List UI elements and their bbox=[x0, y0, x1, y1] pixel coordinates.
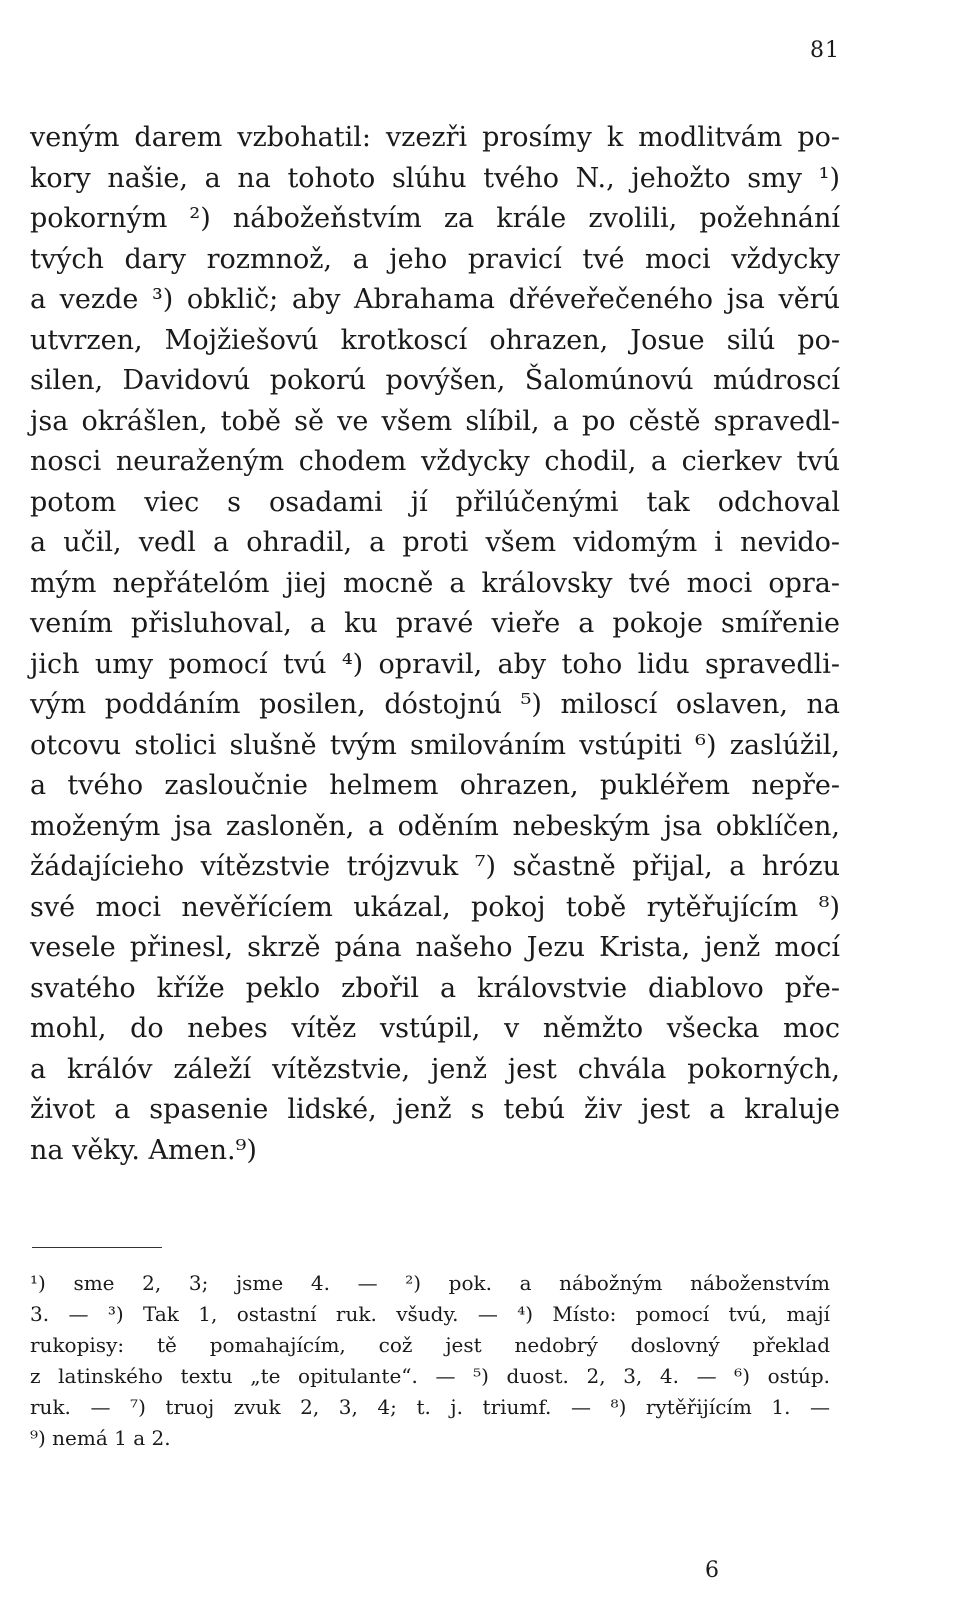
footnote-line: ruk. — ⁷) truoj zvuk 2, 3, 4; t. j. triumf. — ⁸) rytěřijícím 1. — bbox=[30, 1395, 830, 1419]
text-line: a vezde ³) obklič; aby Abrahama dřéveřečeného jsa věrú bbox=[30, 284, 840, 315]
text-line: kory našie, a na tohoto slúhu tvého N., jehožto smy ¹) bbox=[30, 162, 840, 194]
text-line: vým poddáním posilen, dóstojnú ⁵) miloscí oslaven, na bbox=[30, 689, 840, 720]
text-line: mohl, do nebes vítěz vstúpil, v němžto všecka moc bbox=[30, 1013, 840, 1044]
text-line: otcovu stolici slušně tvým smilováním vstúpiti ⁶) zaslúžil, bbox=[30, 729, 840, 761]
text-line: život a spasenie lidské, jenž s tebú živ jest a kraluje bbox=[30, 1094, 840, 1125]
text-line: vením přisluhoval, a ku pravé vieře a pokoje smířenie bbox=[30, 608, 840, 639]
footnote-line: ¹) sme 2, 3; jsme 4. — ²) pok. a nábožným náboženstvím bbox=[30, 1271, 830, 1295]
text-line: jsa okrášlen, tobě sě ve všem slíbil, a po cěstě spravedl- bbox=[30, 405, 840, 437]
signature-mark: 6 bbox=[705, 1558, 719, 1583]
text-line: jich umy pomocí tvú ⁴) opravil, aby toho lidu spravedli- bbox=[30, 648, 840, 680]
footnote-line: rukopisy: tě pomahajícím, což jest nedobrý doslovný překlad bbox=[30, 1333, 830, 1357]
text-line: silen, Davidovú pokorú povýšen, Šalomúnovú múdroscí bbox=[30, 365, 840, 396]
text-line: potom viec s osadami jí přilúčenými tak odchoval bbox=[30, 486, 840, 518]
text-line: veným darem vzbohatil: vzezři prosímy k modlitvám po- bbox=[30, 122, 840, 153]
text-line: žádajícieho vítězstvie trójzvuk ⁷) sčastně přijal, a hrózu bbox=[30, 851, 840, 882]
text-line: svatého kříže peklo zbořil a královstvie diablovo pře- bbox=[30, 972, 840, 1004]
page-number: 81 bbox=[810, 38, 840, 63]
text-line: utvrzen, Mojžiešovú krotkoscí ohrazen, Josue silú po- bbox=[30, 324, 840, 356]
text-line: a králóv záleží vítězstvie, jenž jest chvála pokorných, bbox=[30, 1053, 840, 1085]
text-line: pokorným ²) nábožeňstvím za krále zvolili, požehnání bbox=[30, 203, 840, 234]
text-line: nosci neuraženým chodem vždycky chodil, a cierkev tvú bbox=[30, 446, 840, 477]
text-line: tvých dary rozmnož, a jeho pravicí tvé moci vždycky bbox=[30, 243, 840, 275]
footnote-line: ⁹) nemá 1 a 2. bbox=[30, 1426, 171, 1450]
text-line: moženým jsa zasloněn, a oděním nebeským jsa obklíčen, bbox=[30, 810, 840, 842]
body-text bbox=[30, 118, 840, 1171]
text-line: své moci nevěřícíem ukázal, pokoj tobě rytěřujícím ⁸) bbox=[30, 891, 840, 923]
footnote-divider bbox=[32, 1247, 162, 1248]
text-line: mým nepřátelóm jiej mocně a královsky tvé moci opra- bbox=[30, 567, 840, 599]
footnotes bbox=[30, 1268, 830, 1454]
footnote-line: z latinského textu „te opitulante“. — ⁵) duost. 2, 3, 4. — ⁶) ostúp. bbox=[30, 1364, 830, 1388]
text-line: vesele přinesl, skrzě pána našeho Jezu Krista, jenž mocí bbox=[30, 932, 840, 963]
text-line: na věky. Amen.⁹) bbox=[30, 1134, 257, 1166]
text-line: a tvého zasloučnie helmem ohrazen, pukléřem nepře- bbox=[30, 770, 840, 801]
text-line: a učil, vedl a ohradil, a proti všem vidomým i nevido- bbox=[30, 527, 840, 558]
footnote-line: 3. — ³) Tak 1, ostastní ruk. všudy. — ⁴) Místo: pomocí tvú, mají bbox=[30, 1302, 830, 1326]
